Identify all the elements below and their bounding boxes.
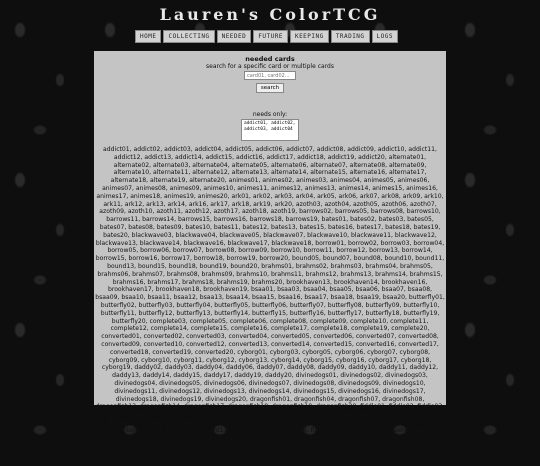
nav-collecting[interactable]: COLLECTING bbox=[163, 30, 214, 43]
site-title: Lauren's ColorTCG bbox=[159, 5, 381, 24]
nav-future[interactable]: FUTURE bbox=[253, 30, 288, 43]
search-button[interactable]: search bbox=[256, 83, 284, 93]
needed-heading: needed cards bbox=[245, 55, 295, 63]
nav-trading[interactable]: TRADING bbox=[331, 30, 370, 43]
site-header bbox=[0, 0, 540, 30]
nav-needed[interactable]: NEEDED bbox=[217, 30, 252, 43]
search-hint: search for a specific card or multiple cards bbox=[206, 63, 334, 70]
main-nav bbox=[135, 30, 398, 43]
nav-keeping[interactable]: KEEPING bbox=[290, 30, 329, 43]
needs-only-textarea[interactable] bbox=[241, 119, 299, 141]
card-search-input[interactable] bbox=[244, 71, 296, 80]
needs-only-label: needs only: bbox=[252, 111, 288, 118]
content-panel bbox=[94, 51, 446, 465]
nav-logs[interactable]: LOGS bbox=[372, 30, 398, 43]
needed-card-list: addict01, addict02, addict03, addict04, addict05, addict06, addict07, addict08, addict09, addict10, addict11, addict12, addict13, addict14, addict15, addict16, addict17, addict18, addict19, addict20, alternate01, alternate02, alternate03, alternate04, alternate05, alternate06, alternate07, alternate08, alternate09, alternate10, alternate11, alternate12, alternate13, alternate14, alternate15, alternate16, alternate17, alternate18, alternate19, alternate20, animes01, animes02, animes03, animes04, animes05, animes06, animes07, animes08, animes09, animes10, animes11, animes12, animes13, animes14, animes15, animes16, animes17, animes18, animes19, animes20, ark01, ark02, ark03, ark04, ark05, ark06, ark07, ark08, ark09, ark10, ark11, ark12, ark13, ark14, ark16, ark17, ark18, ark19, ark20, azoth03, azoth04, azoth05, azoth06, azoth07, azoth09, azoth10, azoth11, azoth12, azoth17, azoth18, azoth19, barrows02, barrows05, barrows08, barrows10, barrows11, barrows14, barrows15, barrows16, barrows18, barrows19, bates01, bates02, bates03, bates05, bates07, bates08, bates09, bates10, bates11, bates12, bates13, bates15, bates16, bates17, bates18, bates19, bates20, blackwave03, blackwave04, blackwave05, blackwave07, blackwave10, blackwave11, blackwave12, blackwave13, blackwave14, blackwave16, blackwave17, blackwave18, borrow01, borrow02, borrow03, borrow04, borrow05, borrow06, borrow07, borrow08, borrow09, borrow10, borrow11, borrow12, borrow13, borrow14, borrow15, borrow16, borrow17, borrow18, borrow19, borrow20, bound05, bound07, bound08, bound10, bound11, bound13, bound15, bound18, bound19, bound20, brahms01, brahms02, brahms03, brahms04, brahms05, brahms06, brahms07, brahms08, brahms09, brahms10, brahms11, brahms12, brahms13, brahms14, brahms15, brahms16, brahms17, brahms18, brahms19, brahms20, brookhaven13, brookhaven14, brookhaven16, brookhaven17, brookhaven18, brookhaven19, bsaa01, bsaa03, bsaa04, bsaa05, bsaa06, bsaa07, bsaa08, bsaa09, bsaa10, bsaa11, bsaa12, bsaa13, bsaa14, bsaa15, bsaa16, bsaa17, bsaa18, bsaa19, bsaa20, butterfly01, butterfly02, butterfly03, butterfly04, butterfly05, butterfly06, butterfly07, butterfly08, butterfly09, butterfly10, butterfly11, butterfly12, butterfly13, butterfly14, butterfly15, butterfly16, butterfly17, butterfly18, butterfly19, butterfly20, complete03, complete05, complete06, complete08, complete09, complete10, complete11, complete12, complete14, complete15, complete16, complete17, complete18, complete19, complete20, converted01, converted02, converted03, converted04, converted05, converted06, converted07, converted08, converted09, converted10, converted12, converted13, converted14, converted15, converted16, converted17, converted18, converted19, converted20, cyborg01, cyborg03, cyborg05, cyborg06, cyborg07, cyborg08, cyborg09, cyborg10, cyborg11, cyborg12, cyborg13, cyborg14, cyborg15, cyborg16, cyborg17, cyborg18, cyborg19, daddy02, daddy03, daddy04, daddy06, daddy07, daddy08, daddy09, daddy10, daddy11, daddy12, daddy13, daddy14, daddy15, daddy17, daddy19, daddy20, divinedogs01, divinedogs02, divinedogs03, divinedogs04, divinedogs05, divinedogs06, divinedogs07, divinedogs08, divinedogs09, divinedogs10, divinedogs11, divinedogs12, divinedogs13, divinedogs14, divinedogs15, divinedogs16, divinedogs17, divinedogs18, divinedogs19, divinedogs20, dragonfish01, dragonfish04, dragonfish07, dragonfish08, dragonfish13, dragonfish14, dragonfish17, dragonfish18, dragonfish19, dragonfish20, fiddle01, fiddle02, fiddle03, fiddle04, fiddle05, fiddle06, fiddle07, fiddle08, fiddle09, fiddle10, fiddle11, fiddle12, fiddle14, fiddle15, fiddle16, fiddle17, fiddle18, fiddle19, flashlight01, flashlight02, flashlight03, flashlight06, flashlight07, flashlight08, flashlight09, flashlight10, flashlight11, flashlight12, flashlight13, flashlight14, flashlight15, flashlight16, foxhound01, foxhound07, foxhound08, foxhound10, foxhound12, foxhound16, foxhound17, foxhound18, foxhound20, g-virus04, g-virus05, g-virus06, g-virus07, g-virus08, g-virus09, g-virus10, g-virus11, g-virus13, g-virus14, g-virus15, g-virus16, g-virus17, g-virus18, g-virus19, g-virus20, guard01, guard02, guard03, guard06, guard07, guard08, guard09, guard11, guard12, guard13, guard15, guard16 bbox=[95, 146, 445, 465]
nav-home[interactable]: HOME bbox=[135, 30, 161, 43]
